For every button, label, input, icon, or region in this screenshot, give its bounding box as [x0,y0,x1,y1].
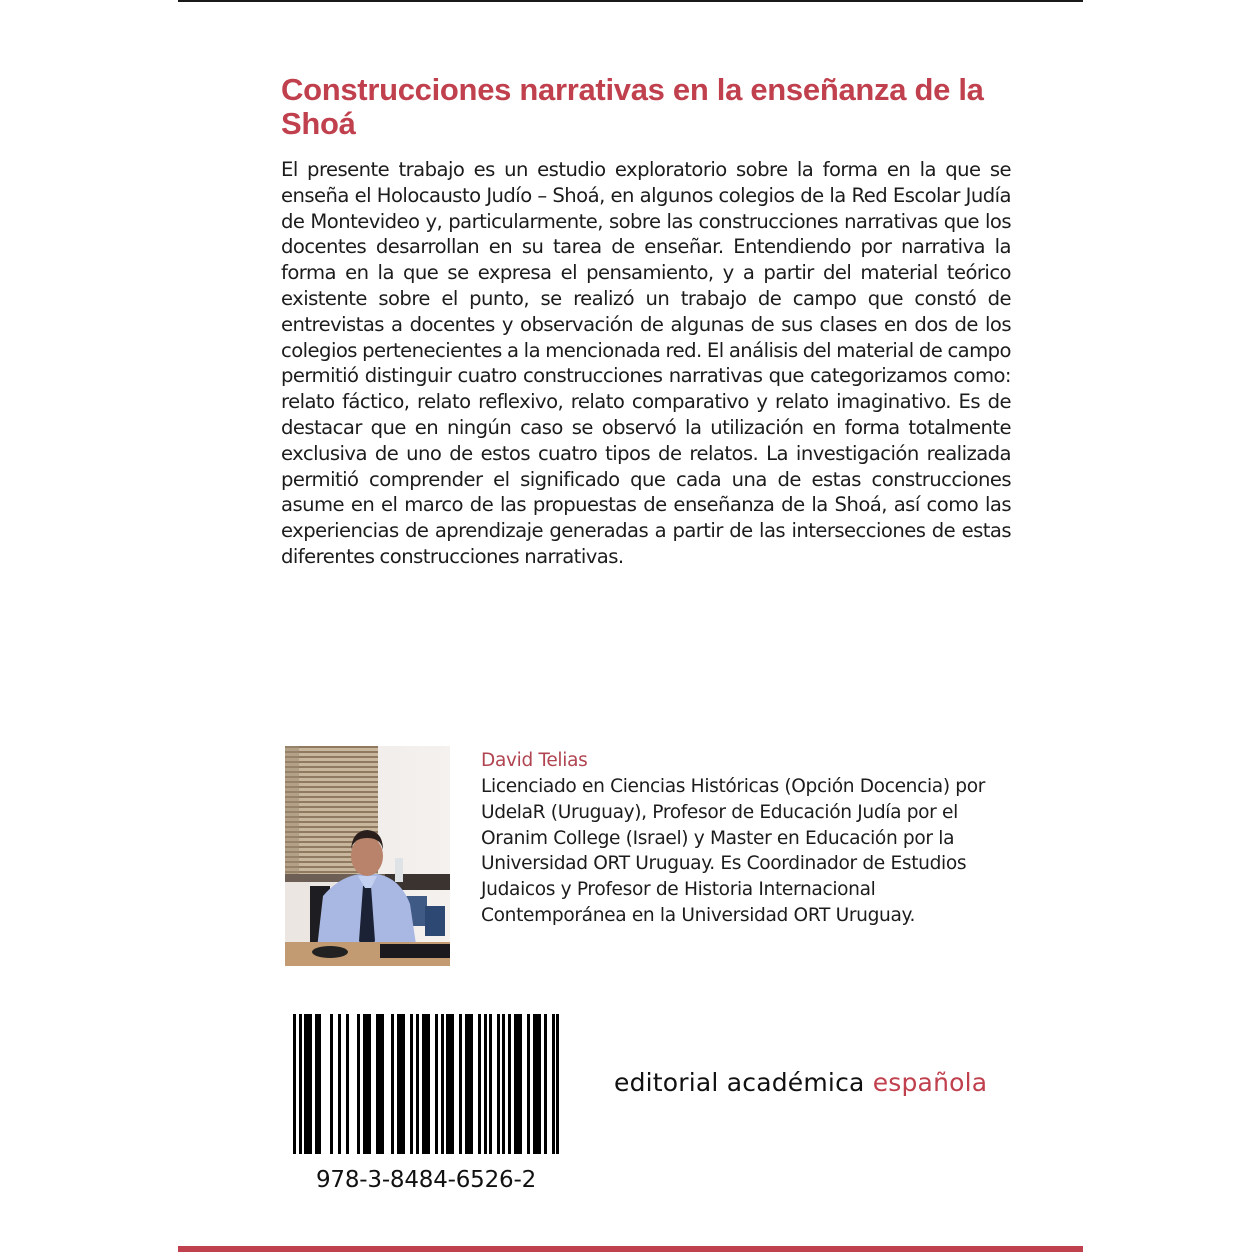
bottom-rule [178,1246,1083,1252]
isbn-number: 978-3-8484-6526-2 [315,1167,537,1193]
author-portrait-icon [285,746,450,966]
book-blurb: El presente trabajo es un estudio exploratorio sobre la forma en la que se enseña el Holocausto Judío – Shoá, en algunos colegios de la Red Escolar Judía de Montevideo y, particularmente, sobre las construcciones narrativas que los docentes desarrollan en su tarea de enseñar. Entendiendo por narrativa la forma en la que se expresa el pensamiento, y a partir del material teórico existente sobre el punto, se realizó un trabajo de campo que constó de entrevistas a docentes y observación de algunas de sus clases en dos de los colegios pertenecientes a la mencionada red. El análisis del material de campo permitió distinguir cuatro construcciones narrativas que categorizamos como: relato fáctico, relato reflexivo, relato comparativo y relato imaginativo. Es de destacar que en ningún caso se observó la utilización en forma totalmente exclusiva de uno de estos cuatro tipos de relatos. La investigación realizada permitió comprender el significado que cada una de estas construcciones asume en el marco de las propuestas de enseñanza de la Shoá, así como las experiencias de aprendizaje generadas a partir de las intersecciones de estas diferentes construcciones narrativas. [281,158,1011,568]
publisher-name-part2: española [872,1068,988,1097]
publisher-name-part1: editorial académica [614,1068,873,1097]
book-title: Construcciones narrativas en la enseñanza de la Shoá [281,72,984,141]
author-name: David Telias [481,750,588,771]
publisher-logo [614,1066,987,1100]
top-rule [178,0,1083,2]
barcode-icon [293,1014,559,1154]
barcode [293,1014,559,1154]
author-bio: Licenciado en Ciencias Históricas (Opción Docencia) por UdelaR (Uruguay), Profesor de Educación Judía por el Oranim College (Israel) y Master en Educación por la Universidad ORT Uruguay. Es Coordinador de Estudios Judaicos y Profesor de Historia Internacional Contemporánea en la Universidad ORT Uruguay. [481,776,986,926]
author-photo [285,746,450,966]
